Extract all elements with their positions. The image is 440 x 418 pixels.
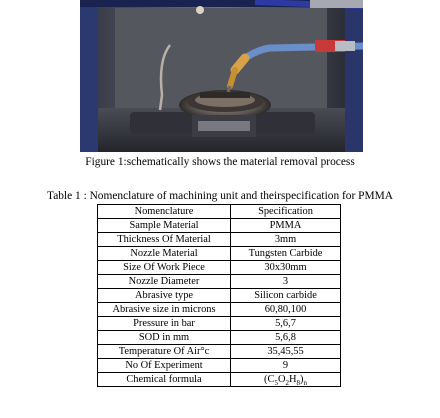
column-header-nomenclature: Nomenclature: [98, 205, 231, 219]
formula-sub-carbon: 5: [274, 379, 278, 387]
row-value: 5,6,8: [231, 331, 341, 345]
table-row: [98, 247, 341, 261]
row-label: Nozzle Material: [98, 247, 231, 261]
column-header-specification: Specification: [231, 205, 341, 219]
formula-sub-hydrogen: 8: [296, 379, 300, 387]
formula-hydrogen: H: [288, 374, 297, 385]
row-label: Temperature Of Air°c: [98, 345, 231, 359]
table-caption: Table 1 : Nomenclature of machining unit and theirspecification for PMMA: [47, 190, 393, 202]
row-label: Thickness Of Material: [98, 233, 231, 247]
row-value: Tungsten Carbide: [231, 247, 341, 261]
row-label: Size Of Work Piece: [98, 261, 231, 275]
row-value: 9: [231, 359, 341, 373]
formula-oxygen: O: [277, 374, 286, 385]
chemical-formula-value: [231, 373, 341, 387]
figure-photo: [80, 0, 363, 152]
table-row: [98, 331, 341, 345]
table-header-row: [98, 205, 341, 219]
row-value: 60,80,100: [231, 303, 341, 317]
row-label: No Of Experiment: [98, 359, 231, 373]
figure-caption: Figure 1:schematically shows the material removal process: [85, 156, 355, 168]
formula-sub-n: n: [303, 379, 307, 387]
table-row: [98, 261, 341, 275]
table-row: [98, 233, 341, 247]
table-row: [98, 345, 341, 359]
table-row: [98, 359, 341, 373]
row-value: 30x30mm: [231, 261, 341, 275]
row-label: Abrasive size in microns: [98, 303, 231, 317]
row-label: Pressure in bar: [98, 317, 231, 331]
row-value: 3: [231, 275, 341, 289]
row-label: Sample Material: [98, 219, 231, 233]
formula-close: ): [299, 374, 304, 385]
formula-open: (C: [264, 374, 275, 385]
table-row: [98, 317, 341, 331]
row-label: Chemical formula: [98, 373, 231, 387]
formula-sub-oxygen: 2: [285, 379, 289, 387]
table-row: [98, 219, 341, 233]
specification-table: [97, 204, 341, 387]
row-value: Silicon carbide: [231, 289, 341, 303]
row-label: SOD in mm: [98, 331, 231, 345]
row-label: Abrasive type: [98, 289, 231, 303]
table-row: [98, 275, 341, 289]
row-value: 35,45,55: [231, 345, 341, 359]
table-row: [98, 289, 341, 303]
table-row-formula: [98, 373, 341, 387]
row-value: 5,6,7: [231, 317, 341, 331]
table-row: [98, 303, 341, 317]
row-value: 3mm: [231, 233, 341, 247]
row-label: Nozzle Diameter: [98, 275, 231, 289]
row-value: PMMA: [231, 219, 341, 233]
